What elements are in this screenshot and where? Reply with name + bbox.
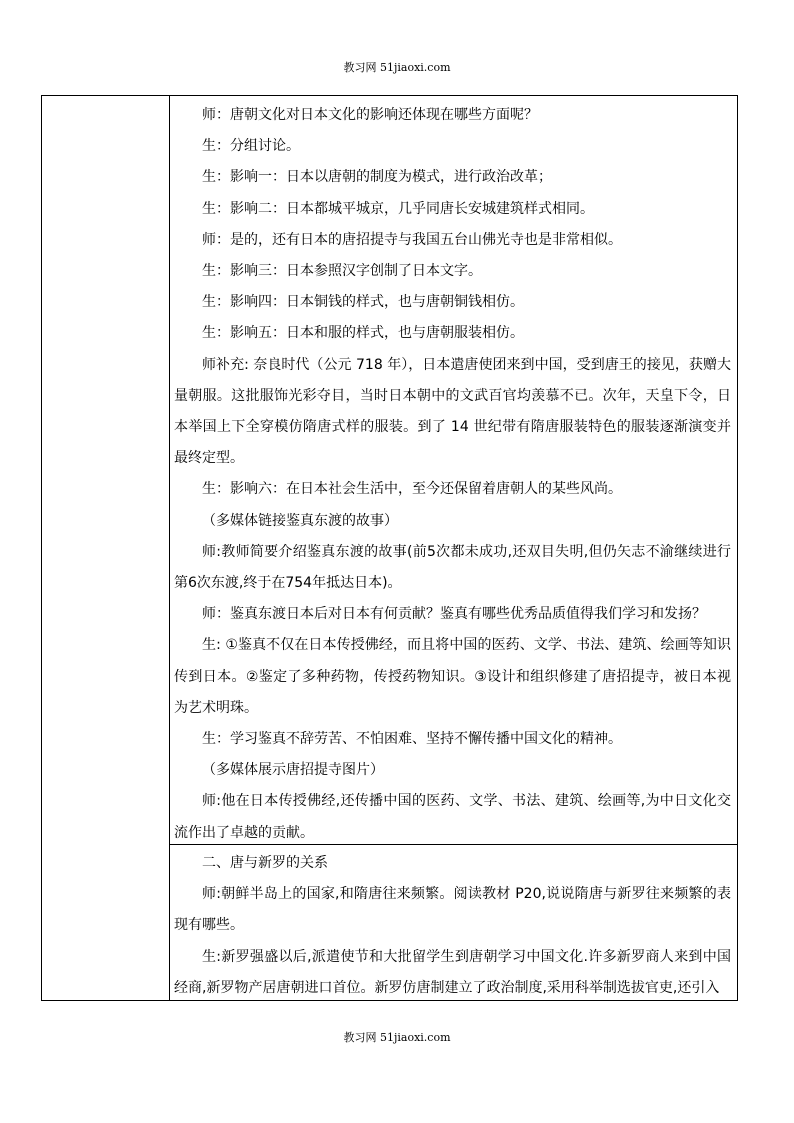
paragraph: （多媒体展示唐招提寺图片） bbox=[202, 762, 384, 779]
lesson-table bbox=[41, 95, 738, 1001]
paragraph: 师:教师简要介绍鉴真东渡的故事(前5次都未成功,还双目失明,但仍矢志不渝继续进行第6次东渡,终于在754年抵达日本)。 bbox=[174, 543, 731, 592]
paragraph: 生:新罗强盛以后,派遣使节和大批留学生到唐朝学习中国文化.许多新罗商人来到中国经商,新罗物产居唐朝进口首位。新罗仿唐制建立了政治制度,采用科举制选拔官吏,还引入 bbox=[174, 948, 731, 996]
paragraph: （多媒体链接鉴真东渡的故事） bbox=[202, 512, 398, 529]
paragraph: 生：学习鉴真不辞劳苦、不怕困难、坚持不懈传播中国文化的精神。 bbox=[202, 731, 622, 748]
paragraph: 师：是的，还有日本的唐招提寺与我国五台山佛光寺也是非常相似。 bbox=[202, 231, 622, 248]
paragraph: 生：影响四：日本铜钱的样式，也与唐朝铜钱相仿。 bbox=[202, 294, 524, 311]
paragraph-group bbox=[174, 96, 731, 849]
paragraph: 二、唐与新罗的关系 bbox=[202, 855, 328, 871]
paragraph-group bbox=[174, 845, 731, 1004]
paragraph: 师：唐朝文化对日本文化的影响还体现在哪些方面呢？ bbox=[202, 107, 538, 123]
paragraph: 生：影响三：日本参照汉字创制了日本文字。 bbox=[202, 263, 482, 280]
paragraph: 生：影响五：日本和服的样式，也与唐朝服装相仿。 bbox=[202, 325, 524, 342]
paragraph: 生: ①鉴真不仅在日本传授佛经，而且将中国的医药、文学、书法、建筑、绘画等知识传到日本。②鉴定了多种药物，传授药物知识。③设计和组织修建了唐招提寺，被日本视为艺术明珠。 bbox=[174, 637, 731, 716]
page-footer: 教习网 51jiaoxi.com bbox=[343, 1031, 451, 1044]
paragraph: 生：影响六：在日本社会生活中，至今还保留着唐朝人的某些风尚。 bbox=[202, 481, 622, 498]
left-column-cell bbox=[42, 96, 170, 1000]
content-cell-japan bbox=[170, 96, 737, 844]
paragraph: 师:朝鲜半岛上的国家,和隋唐往来频繁。阅读教材 P20,说说隋唐与新罗往来频繁的表现有哪些。 bbox=[174, 886, 731, 934]
paragraph: 生：影响一：日本以唐朝的制度为模式，进行政治改革； bbox=[202, 169, 552, 186]
paragraph: 师：鉴真东渡日本后对日本有何贡献？鉴真有哪些优秀品质值得我们学习和发扬？ bbox=[202, 606, 706, 623]
paragraph: 师补充: 奈良时代（公元 718 年），日本遣唐使团来到中国，受到唐王的接见，获赠大量朝服。这批服饰光彩夺目，当时日本朝中的文武百官均羡慕不已。次年，天皇下令，日本举国上下全穿模仿隋唐式样的服装。到了 14 世纪带有隋唐服装特色的服装逐渐演变并最终定型。 bbox=[174, 356, 731, 467]
page-header: 教习网 51jiaoxi.com bbox=[343, 61, 451, 74]
content-cell-silla bbox=[170, 844, 737, 1000]
paragraph: 生：影响二：日本都城平城京，几乎同唐长安城建筑样式相同。 bbox=[202, 200, 594, 217]
paragraph: 生：分组讨论。 bbox=[202, 138, 300, 155]
paragraph: 师:他在日本传授佛经,还传播中国的医药、文学、书法、建筑、绘画等,为中日文化交流作出了卓越的贡献。 bbox=[174, 793, 731, 841]
